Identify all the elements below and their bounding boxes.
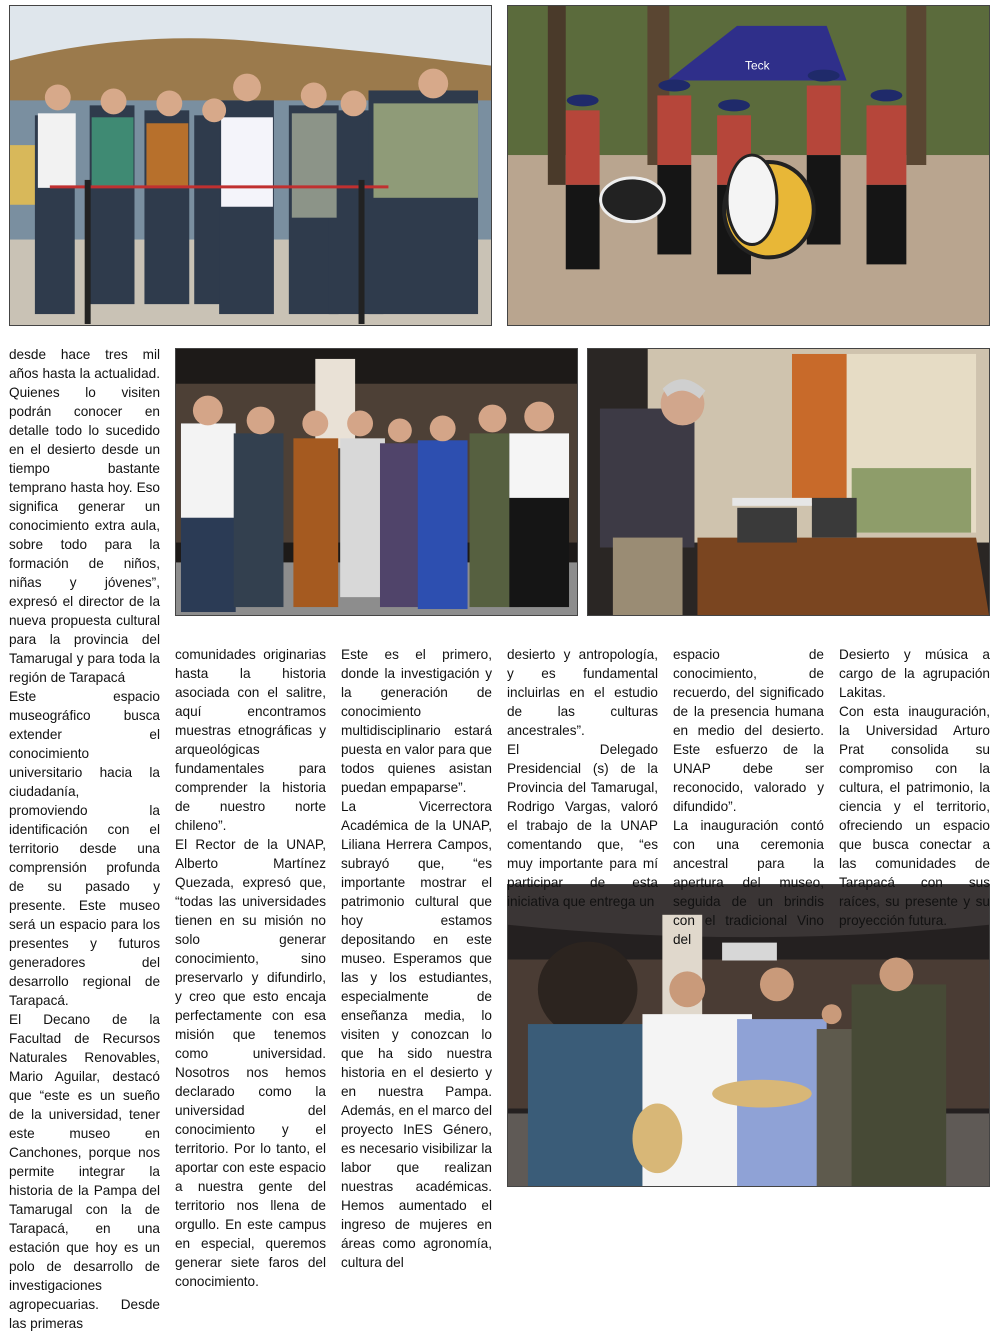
paragraph: desde hace tres mil años hasta la actualidad. Quienes lo visiten podrán conocer en detalle todo lo sucedido en el desierto desde un tiempo bastante temprano hasta hoy. Eso significa generar un conocimiento extra aula, sobre todo para la formación de niños, niñas y jóvenes”, expresó el director de la nueva propuesta cultural para la provincia del Tamarugal y para toda la región de Tarapacá xyxy=(9,347,160,685)
text-column-3 xyxy=(341,645,492,1270)
paragraph: La inauguración contó con una ceremonia ancestral para la apertura del museo, seguida de un brindis con el tradicional Vino del xyxy=(673,818,824,947)
paragraph: espacio de conocimiento, de recuerdo, del significado de la presencia humana en medio del desierto. Este esfuerzo de la UNAP debe ser reconocido, valorado y difundido”. xyxy=(673,647,824,814)
text-column-1 xyxy=(9,345,160,1331)
paragraph: La Vicerrectora Académica de la UNAP, Liliana Herrera Campos, subrayó que, “es importante mostrar el patrimonio cultural que hoy estamos depositando en este museo. Esperamos que las y los estudiantes, especialmente de enseñanza media, lo visiten y conozcan lo que ha sido nuestra historia en el desierto y en nuestra Pampa. Además, en el marco del proyecto InES Género, es necesario visibilizar la labor que realizan nuestras académicas. Hemos aumentado el ingreso de mujeres en áreas como agronomía, cultura del xyxy=(341,799,492,1270)
text-column-2 xyxy=(175,645,326,1289)
group-photo-image xyxy=(176,349,577,615)
paragraph: El Delegado Presidencial (s) de la Provincia del Tamarugal, Rodrigo Vargas, valoró el trabajo de la UNAP comentando que, “es muy importante para mí participar de esta iniciativa que entrega un xyxy=(507,742,658,909)
text-column-4 xyxy=(507,645,658,909)
photo-group-museum xyxy=(175,348,578,616)
paragraph: Este espacio museográfico busca extender el conocimiento universitario hacia la ciudadanía, promoviendo la identificación con el territorio desde una comprensión profunda de su pasado y presente. Este museo será un espacio para los presentes y futuros generadores del desarrollo regional de Tarapacá. xyxy=(9,689,160,1008)
paragraph: Este es el primero, donde la investigación y la generación de conocimiento multidisciplinario estará puesta en valor para que todos quienes asistan puedan empaparse”. xyxy=(341,647,492,795)
exhibit-case-image xyxy=(588,349,989,615)
paragraph: El Rector de la UNAP, Alberto Martínez Quezada, expresó que, “todas las universidades tienen en su misión no solo generar conocimiento, sino preservarlo y difundirlo, y creo que esto encaja perfectamente con esa misión que tenemos como universidad. Nosotros nos hemos declarado como la universidad del conocimiento y el territorio. Por lo tanto, el aportar con este espacio a nuestra gente del territorio nos llena de orgullo. En este campus en especial, queremos generar siete faros del conocimiento. xyxy=(175,837,326,1289)
photo-marching-band xyxy=(507,5,990,326)
paragraph: Con esta inauguración, la Universidad Arturo Prat consolida su compromiso con la cultura, el patrimonio, la ciencia y el territorio, ofreciendo un espacio que busca conectar a las comunidades de Tarapacá con sus raíces, su presente y su proyección futura. xyxy=(839,704,990,928)
text-column-6 xyxy=(839,645,990,928)
ribbon-cutting-image xyxy=(10,6,491,325)
photo-exhibit-case xyxy=(587,348,990,616)
text-column-5 xyxy=(673,645,824,947)
paragraph: El Decano de la Facultad de Recursos Naturales Renovables, Mario Aguilar, destacó que “este es un sueño de la universidad, tener este museo en Canchones, porque nos permite integrar la historia de la Pampa del Tamarugal con la de Tarapacá, en una estación que hoy es un polo de desarrollo de investigaciones agropecuarias. Desde las primeras xyxy=(9,1012,160,1331)
photo-ribbon-cutting xyxy=(9,5,492,326)
marching-band-image xyxy=(508,6,989,325)
paragraph: desierto y antropología, y es fundamental incluirlas en el estudio de las culturas ancestrales”. xyxy=(507,647,658,738)
paragraph: Desierto y música a cargo de la agrupación Lakitas. xyxy=(839,647,990,700)
paragraph: comunidades originarias hasta la historia asociada con el salitre, aquí encontramos muestras etnográficas y arqueológicas fundamentales para comprender la historia de nuestro norte chileno”. xyxy=(175,647,326,833)
tent-banner-text: Teck xyxy=(745,58,770,73)
